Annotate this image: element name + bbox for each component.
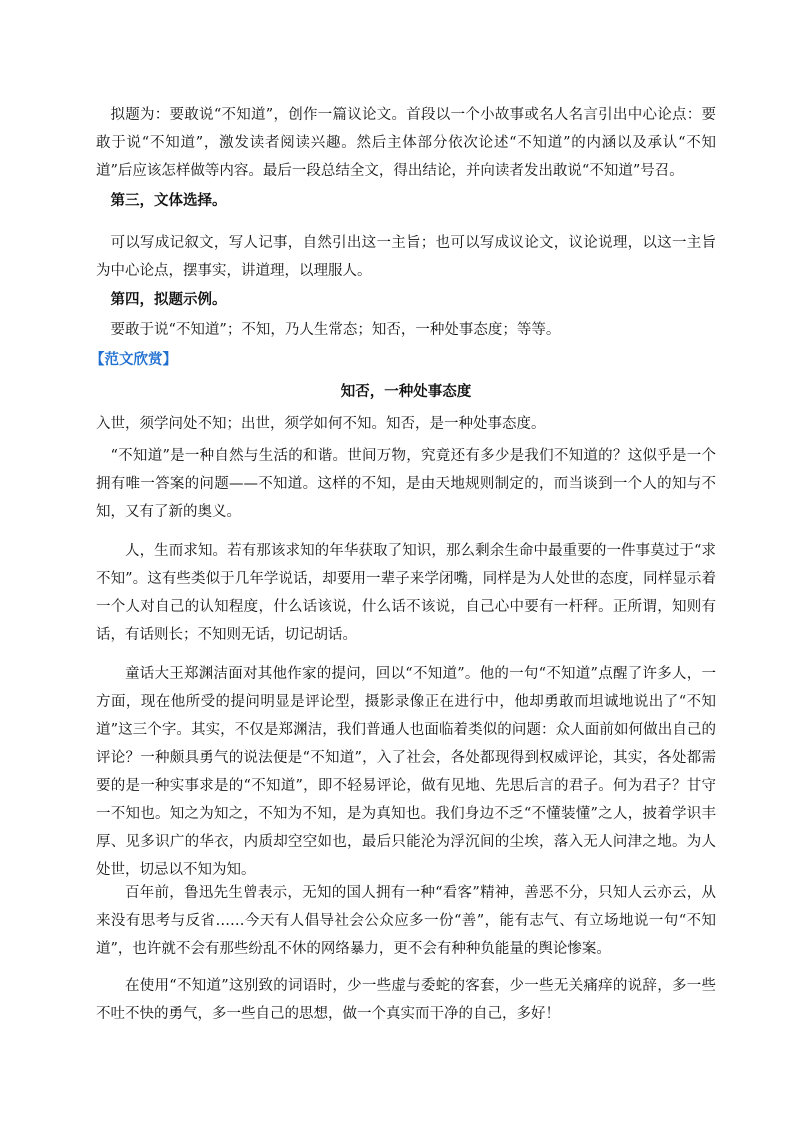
essay-paragraph-3: 人，生而求知。若有那该求知的年华获取了知识，那么剩余生命中最重要的一件事莫过于“求不知”。这有些类似于几年学说话，却要用一辈子来学闭嘴，同样是为人处世的态度，同样显示着一个人对自己的认知程度，什么话该说，什么话不该说，自己心中要有一杆秤。正所谓，知则有话，有话则长；不知则无话，切记胡话。	[96, 543, 716, 643]
essay-title: 知否，一种处事态度	[340, 383, 472, 400]
paragraph-title-examples: 要敢于说“不知道”；不知，乃人生常态；知否，一种处事态度；等等。	[110, 322, 561, 338]
essay-paragraph-2: “不知道”是一种自然与生活的和谐。世间万物，究竟还有多少是我们不知道的？这似乎是一个拥有唯一答案的问题——不知道。这样的不知，是由天地规则制定的，而当谈到一个人的知与不知，又有了新的奥义。	[96, 448, 716, 520]
section-tag-model-essay: 【范文欣赏】	[90, 351, 177, 368]
heading-style-choice: 第三，文体选择。	[110, 192, 227, 209]
heading-title-examples: 第四，拟题示例。	[110, 291, 227, 308]
essay-paragraph-4: 童话大王郑渊洁面对其他作家的提问，回以“不知道”。他的一句“不知道”点醒了许多人，一方面，现在他所受的提问明显是评论型，摄影录像正在进行中，他却勇敢而坦诚地说出了“不知道”这三个字。其实，不仅是郑渊洁，我们普通人也面临着类似的问题：众人面前如何做出自己的评论？一种颇具勇气的说法便是“不知道”，入了社会，各处都现得到权威评论，其实，各处都需要的是一种实事求是的“不知道”，即不轻易评论，做有见地、先思后言的君子。何为君子？甘守一不知也。知之为知之，不知为不知，是为真知也。我们身边不乏“不懂装懂”之人，披着学识丰厚、见多识广的华衣，内质却空空如也，最后只能沦为浮沉间的尘埃，落入无人问津之地。为人处世，切忌以不知为知。	[96, 666, 716, 878]
essay-paragraph-6: 在使用“不知道”这别致的词语时，少一些虚与委蛇的客套，少一些无关痛痒的说辞，多一些不吐不快的勇气，多一些自己的思想，做一个真实而干净的自己，多好！	[96, 978, 716, 1022]
paragraph-style-choice: 可以写成记叙文，写人记事，自然引出这一主旨；也可以写成议论文，议论说理，以这一主旨为中心论点，摆事实，讲道理，以理服人。	[96, 235, 716, 279]
essay-paragraph-1: 入世，须学问处不知；出世，须学如何不知。知否，是一种处事态度。	[96, 416, 546, 432]
intro-paragraph-title-plan: 拟题为：要敢说“不知道”，创作一篇议论文。首段以一个小故事或名人名言引出中心论点：要敢于说“不知道”，激发读者阅读兴趣。然后主体部分依次论述“不知道”的内涵以及承认“不知道”后应该怎样做等内容。最后一段总结全文，得出结论，并向读者发出敢说“不知道”号召。	[96, 107, 716, 179]
essay-paragraph-5: 百年前，鲁迅先生曾表示，无知的国人拥有一种“看客”精神，善恶不分，只知人云亦云，从来没有思考与反省……今天有人倡导社会公众应多一份“善”，能有志气、有立场地说一句“不知道”，也许就不会有那些纷乱不休的网络暴力，更不会有种种负能量的舆论惨案。	[96, 885, 716, 957]
